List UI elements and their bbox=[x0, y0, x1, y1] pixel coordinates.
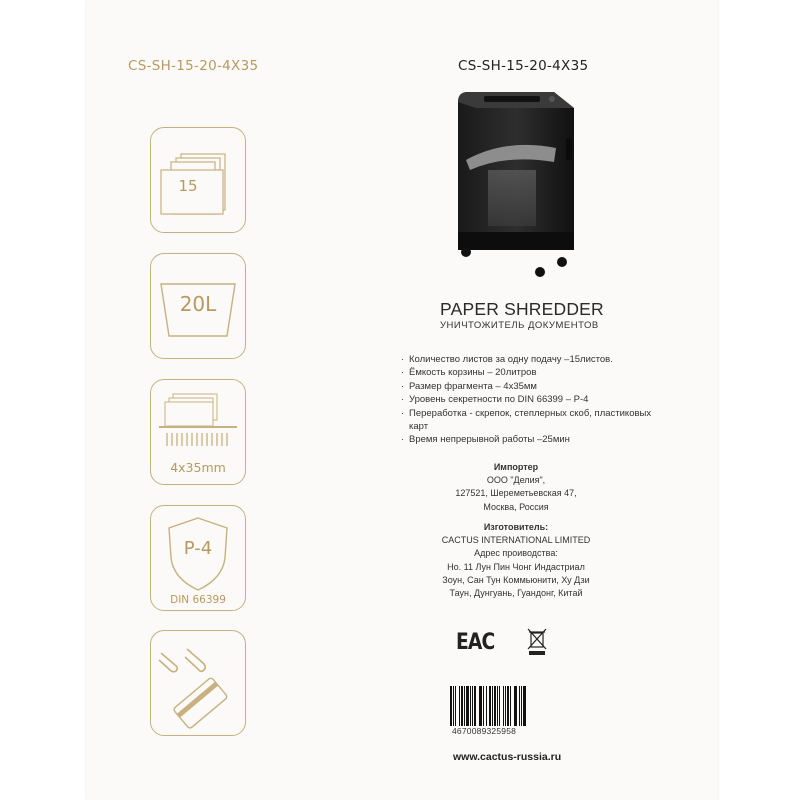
paperclip-card-icon bbox=[151, 631, 245, 735]
fragment-size-label: 4x35mm bbox=[170, 460, 226, 475]
spec-item: · Размер фрагмента – 4х35мм bbox=[400, 380, 670, 393]
security-feature-box bbox=[150, 505, 246, 611]
spec-item: · Время непрерывной работы –25мин bbox=[400, 433, 670, 446]
manufacturer-address-heading: Адрес проиводства: bbox=[474, 548, 558, 559]
barcode-bar bbox=[523, 686, 526, 726]
bin-feature-box bbox=[150, 253, 246, 359]
eac-mark: EAC bbox=[456, 630, 495, 655]
manufacturer-block bbox=[396, 521, 636, 600]
barcode bbox=[450, 686, 552, 726]
right-model-code: CS-SH-15-20-4X35 bbox=[458, 58, 589, 74]
manufacturer-line: Таун, Дунгуань, Гуандонг, Китай bbox=[449, 588, 583, 599]
security-level-label: P-4 bbox=[183, 538, 213, 559]
security-standard-label: DIN 66399 bbox=[170, 594, 226, 606]
manufacturer-line: Зоун, Сан Тун Коммьюнити, Ху Дзи bbox=[442, 574, 590, 585]
left-model-code: CS-SH-15-20-4X35 bbox=[128, 58, 259, 74]
spec-item: · Ёмкость корзины – 20литров bbox=[400, 366, 670, 379]
sheets-feature-box bbox=[150, 127, 246, 233]
recycle-feature-box bbox=[150, 630, 246, 736]
manufacturer-heading: Изготовитель: bbox=[483, 522, 549, 532]
shredder-image bbox=[436, 82, 596, 282]
weee-bin-icon bbox=[526, 627, 548, 657]
importer-block bbox=[396, 461, 636, 514]
spec-item: · Количество листов за одну подачу –15листов. bbox=[400, 353, 670, 366]
bin-volume-label: 20L bbox=[179, 292, 217, 316]
website-url: www.cactus-russia.ru bbox=[453, 751, 562, 763]
manufacturer-line: Но. 11 Лун Пин Чонг Индастриал bbox=[447, 561, 585, 572]
manufacturer-name: CACTUS INTERNATIONAL LIMITED bbox=[441, 535, 591, 546]
importer-heading: Импортер bbox=[493, 462, 539, 472]
fragment-feature-box bbox=[150, 379, 246, 485]
product-subtitle: УНИЧТОЖИТЕЛЬ ДОКУМЕНТОВ bbox=[440, 320, 599, 331]
sheets-count: 15 bbox=[178, 177, 198, 195]
spec-item: · Уровень секретности по DIN 66399 – P-4 bbox=[400, 393, 670, 406]
spec-list bbox=[400, 353, 670, 447]
importer-line: Москва, Россия bbox=[483, 501, 549, 512]
importer-line: 127521, Шереметьевская 47, bbox=[455, 488, 577, 499]
spec-item: · Переработка - скрепок, степлерных скоб, пластиковых карт bbox=[400, 407, 654, 434]
importer-line: ООО "Делия", bbox=[486, 475, 546, 486]
product-title: PAPER SHREDDER bbox=[440, 299, 604, 319]
barcode-number: 4670089325958 bbox=[452, 726, 517, 736]
